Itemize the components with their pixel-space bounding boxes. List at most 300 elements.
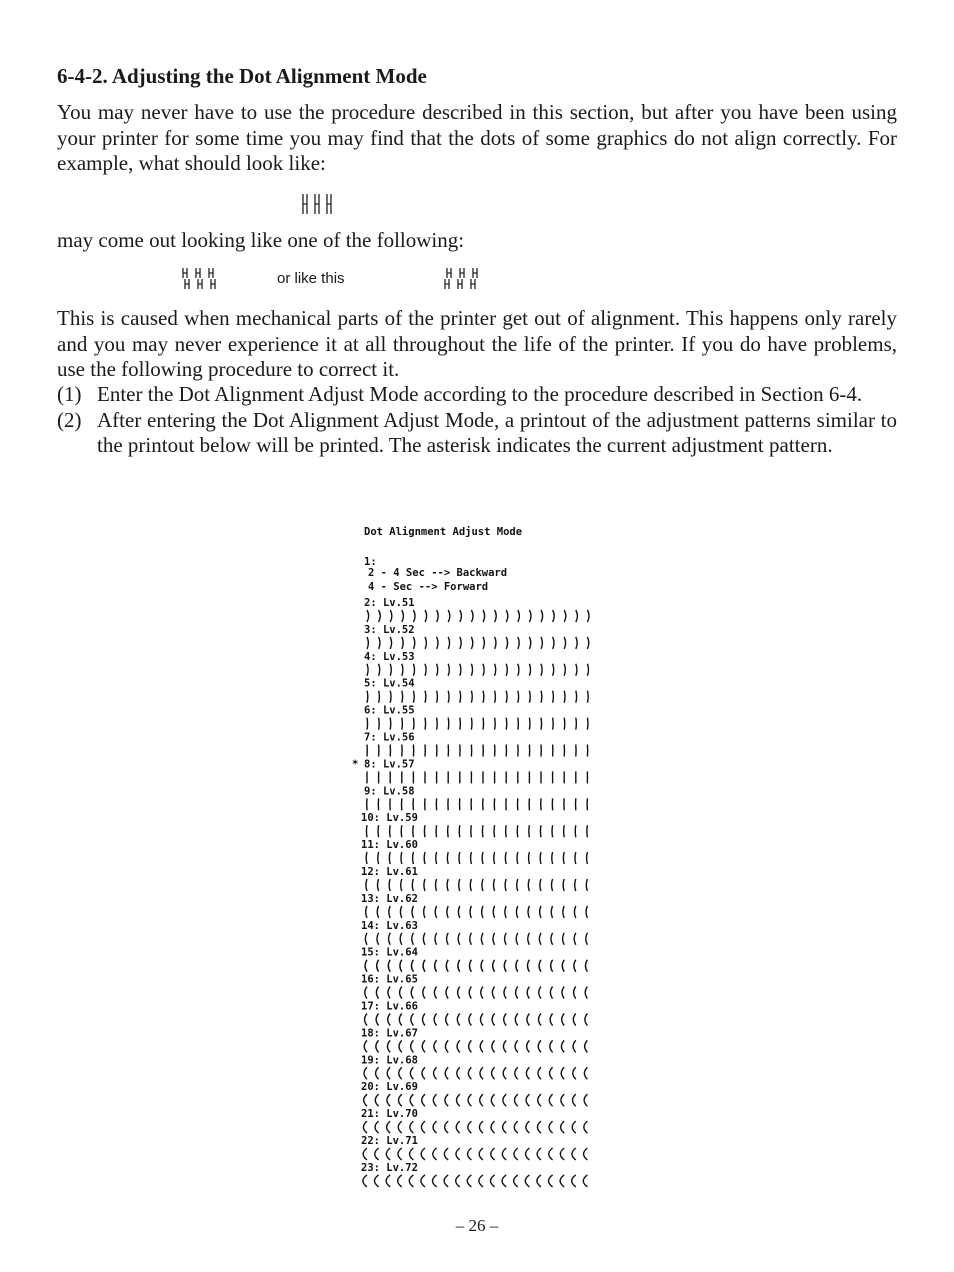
pattern-mark: [517, 825, 518, 837]
pattern-mark: [390, 664, 391, 676]
pattern-mark: [494, 852, 495, 864]
pattern-mark: [366, 906, 367, 918]
explanation-paragraph: This is caused when mechanical parts of the printer get out of alignment. This happens only rarely and you may never experience it at all throughout the life of the printer. If you do have problems, use the following procedure to correct it.: [57, 306, 897, 381]
pattern-mark: [482, 825, 483, 837]
pattern-mark: [445, 1121, 449, 1133]
pattern-mark: [399, 1014, 401, 1026]
pattern-mark: [402, 637, 403, 649]
pattern-mark: [540, 906, 541, 918]
pattern-mark: [552, 852, 553, 864]
pattern-mark: [587, 691, 588, 703]
pattern-mark: [468, 1148, 472, 1160]
pattern-mark: [459, 825, 460, 837]
pattern-mark: [505, 933, 507, 945]
pattern-mark: [435, 933, 437, 945]
pattern-mark: [564, 825, 565, 837]
pattern-mark: [516, 960, 518, 972]
pattern-mark: [586, 906, 587, 918]
pattern-mark: [402, 718, 403, 730]
printout-level-label: 16: Lv.65: [361, 973, 418, 986]
printout-level-label: 10: Lv.59: [361, 812, 418, 825]
pattern-mark: [410, 1094, 413, 1106]
pattern-mark: [436, 825, 437, 837]
alignment-pattern-row: [365, 933, 587, 945]
pattern-mark: [506, 610, 508, 622]
pattern-mark: [548, 1175, 552, 1187]
pattern-mark: [447, 933, 449, 945]
pattern-mark: [576, 637, 577, 649]
pattern-mark: [390, 610, 392, 622]
alignment-pattern-row: [364, 1067, 587, 1079]
alignment-pattern-row: [365, 960, 587, 972]
pattern-mark: [376, 987, 378, 999]
pattern-mark: [480, 1067, 483, 1079]
pattern-mark: [399, 1094, 402, 1106]
pattern-mark: [460, 637, 461, 649]
pattern-mark: [528, 879, 529, 891]
pattern-mark: [410, 1121, 414, 1133]
pattern-mark: [424, 879, 425, 891]
pattern-mark: [573, 1040, 576, 1052]
pattern-mark: [503, 1094, 506, 1106]
printout-level-label: 22: Lv.71: [361, 1135, 418, 1147]
printout-level-label: 9: Lv.58: [364, 785, 415, 798]
alignment-pattern-row: [367, 664, 589, 676]
pattern-mark: [457, 1094, 460, 1106]
pattern-mark: [515, 1040, 518, 1052]
pattern-mark: [471, 825, 472, 837]
pattern-mark: [433, 1094, 436, 1106]
pattern-mark: [574, 933, 576, 945]
pattern-mark: [492, 987, 494, 999]
pattern-mark: [400, 987, 402, 999]
pattern-mark: [483, 637, 484, 649]
pattern-mark: [413, 825, 414, 837]
pattern-mark: [529, 718, 530, 730]
pattern-mark: [575, 825, 576, 837]
pattern-mark: [436, 852, 437, 864]
pattern-mark: [411, 960, 413, 972]
pattern-mark: [574, 906, 575, 918]
pattern-mark: [561, 1094, 564, 1106]
printout-level-label: 11: Lv.60: [361, 839, 418, 852]
pattern-mark: [538, 1094, 541, 1106]
pattern-mark: [585, 960, 587, 972]
pattern-mark: [448, 825, 449, 837]
printout-level-label: 12: Lv.61: [361, 866, 418, 878]
pattern-mark: [572, 1175, 576, 1187]
step-item: [57, 382, 897, 408]
step-text: Enter the Dot Alignment Adjust Mode according to the procedure described in Section 6-4.: [97, 382, 863, 406]
pattern-mark: [448, 718, 449, 730]
pattern-mark: [587, 637, 588, 649]
pattern-mark: [538, 1040, 541, 1052]
pattern-mark: [492, 1067, 495, 1079]
alignment-pattern-row: [363, 1148, 587, 1160]
pattern-mark: [367, 718, 368, 730]
pattern-mark: [411, 1040, 414, 1052]
pattern-mark: [526, 1094, 529, 1106]
pattern-mark: [468, 1067, 471, 1079]
pattern-mark: [400, 906, 401, 918]
pattern-mark: [411, 1014, 413, 1026]
pattern-mark: [402, 610, 404, 622]
pattern-mark: [550, 1040, 553, 1052]
pattern-mark: [390, 718, 391, 730]
pattern-mark: [587, 718, 588, 730]
pattern-mark: [505, 852, 506, 864]
printout-level-label: 4: Lv.53: [364, 650, 415, 663]
pattern-mark: [389, 906, 390, 918]
pattern-mark: [377, 960, 379, 972]
pattern-mark: [447, 906, 448, 918]
pattern-mark: [444, 1175, 448, 1187]
pattern-mark: [529, 825, 530, 837]
pattern-mark: [400, 933, 402, 945]
pattern-mark: [448, 637, 449, 649]
pattern-mark: [505, 879, 506, 891]
pattern-mark: [399, 1040, 402, 1052]
pattern-mark: [586, 933, 588, 945]
pattern-mark: [434, 1067, 437, 1079]
pattern-mark: [364, 1067, 367, 1079]
pattern-mark: [527, 1040, 530, 1052]
pattern-mark: [553, 637, 554, 649]
pattern-mark: [516, 906, 517, 918]
may-come-out-text: may come out looking like one of the following:: [57, 228, 465, 252]
pattern-mark: [539, 987, 541, 999]
pattern-mark: [491, 1148, 495, 1160]
pattern-mark: [435, 960, 437, 972]
pattern-mark: [493, 933, 495, 945]
pattern-mark: [479, 1121, 483, 1133]
pattern-mark: [494, 825, 495, 837]
pattern-mark: [505, 906, 506, 918]
printout-level-label: 2: Lv.51: [364, 597, 415, 609]
pattern-mark: [506, 664, 507, 676]
pattern-mark: [377, 933, 379, 945]
page-number: – 26 –: [455, 1216, 499, 1235]
alignment-pattern-row: [365, 1014, 588, 1026]
pattern-mark: [413, 852, 414, 864]
pattern-mark: [495, 664, 496, 676]
pattern-mark: [412, 906, 413, 918]
alignment-pattern-row: [366, 852, 587, 864]
pattern-mark: [421, 1148, 425, 1160]
printout-level-label: 5: Lv.54: [364, 677, 415, 690]
pattern-mark: [424, 852, 425, 864]
pattern-mark: [506, 691, 507, 703]
pattern-mark: [572, 1148, 576, 1160]
pattern-mark: [495, 718, 496, 730]
pattern-mark: [541, 691, 542, 703]
pattern-mark: [517, 852, 518, 864]
pattern-mark: [527, 1014, 529, 1026]
pattern-mark: [514, 1175, 518, 1187]
pattern-mark: [495, 691, 496, 703]
pattern-mark: [584, 1067, 587, 1079]
pattern-mark: [412, 879, 413, 891]
pattern-mark: [445, 1040, 448, 1052]
aligned-dots-sample: [300, 192, 340, 216]
printout-level-label: 8: Lv.57: [364, 758, 415, 771]
pattern-mark: [366, 825, 367, 837]
pattern-mark: [549, 1094, 552, 1106]
misaligned-dots-sample-1: [180, 266, 224, 292]
pattern-mark: [471, 718, 472, 730]
pattern-mark: [374, 1175, 378, 1187]
pattern-mark: [491, 1094, 494, 1106]
pattern-mark: [367, 691, 368, 703]
pattern-mark: [434, 987, 436, 999]
pattern-mark: [389, 933, 391, 945]
pattern-mark: [471, 852, 472, 864]
printout-level-label: 23: Lv.72: [361, 1161, 418, 1174]
pattern-mark: [514, 1121, 518, 1133]
pattern-mark: [365, 960, 367, 972]
alignment-pattern-row: [366, 825, 587, 837]
pattern-mark: [398, 1148, 402, 1160]
printout-level-label: 7: Lv.56: [364, 731, 415, 744]
pattern-mark: [518, 664, 519, 676]
pattern-mark: [422, 1094, 425, 1106]
pattern-mark: [421, 1121, 425, 1133]
pattern-mark: [584, 1094, 587, 1106]
pattern-mark: [490, 1175, 494, 1187]
alignment-pattern-row: [367, 798, 588, 810]
pattern-mark: [445, 1067, 448, 1079]
pattern-mark: [458, 906, 459, 918]
pattern-mark: [553, 691, 554, 703]
pattern-mark: [448, 610, 450, 622]
pattern-mark: [412, 933, 414, 945]
pattern-mark: [562, 1014, 564, 1026]
pattern-mark: [389, 852, 390, 864]
pattern-mark: [389, 879, 390, 891]
pattern-mark: [413, 691, 414, 703]
pattern-mark: [413, 610, 415, 622]
pattern-mark: [526, 1067, 529, 1079]
pattern-mark: [587, 825, 588, 837]
pattern-mark: [495, 610, 497, 622]
step-item: [57, 408, 897, 459]
pattern-mark: [482, 852, 483, 864]
pattern-mark: [378, 852, 379, 864]
pattern-mark: [446, 987, 448, 999]
pattern-mark: [388, 987, 390, 999]
printout-item-1: 1:: [364, 556, 377, 568]
pattern-mark: [425, 610, 427, 622]
pattern-mark: [437, 718, 438, 730]
pattern-mark: [587, 852, 588, 864]
pattern-mark: [538, 1067, 541, 1079]
pattern-mark: [433, 1148, 437, 1160]
pattern-mark: [437, 610, 439, 622]
pattern-mark: [386, 1175, 390, 1187]
pattern-mark: [379, 718, 380, 730]
pattern-mark: [365, 987, 367, 999]
procedure-steps: [57, 382, 897, 459]
printout-level-label: 14: Lv.63: [361, 919, 418, 932]
pattern-mark: [564, 691, 565, 703]
alignment-pattern-row: [363, 1175, 588, 1187]
pattern-mark: [387, 1067, 390, 1079]
pattern-mark: [479, 1175, 483, 1187]
pattern-mark: [423, 1014, 425, 1026]
pattern-mark: [458, 960, 460, 972]
pattern-mark: [377, 906, 378, 918]
pattern-mark: [460, 664, 461, 676]
pattern-mark: [459, 852, 460, 864]
pattern-mark: [387, 1040, 390, 1052]
pattern-mark: [436, 879, 437, 891]
pattern-mark: [470, 906, 471, 918]
pattern-mark: [517, 879, 518, 891]
pattern-mark: [425, 637, 426, 649]
pattern-mark: [529, 664, 530, 676]
pattern-mark: [468, 1121, 472, 1133]
pattern-mark: [518, 691, 519, 703]
pattern-mark: [494, 879, 495, 891]
pattern-mark: [564, 718, 565, 730]
pattern-mark: [446, 960, 448, 972]
printout-level-label: 15: Lv.64: [361, 946, 418, 959]
alignment-pattern-row: [367, 637, 589, 649]
printout-level-label: 20: Lv.69: [361, 1081, 418, 1094]
pattern-mark: [410, 1148, 414, 1160]
pattern-mark: [387, 1094, 390, 1106]
pattern-mark: [518, 637, 519, 649]
pattern-mark: [518, 610, 520, 622]
pattern-mark: [573, 1014, 575, 1026]
pattern-mark: [587, 610, 589, 622]
pattern-mark: [528, 906, 529, 918]
pattern-mark: [541, 610, 543, 622]
pattern-mark: [503, 1121, 507, 1133]
pattern-mark: [434, 1040, 437, 1052]
pattern-mark: [551, 906, 552, 918]
pattern-mark: [526, 1121, 530, 1133]
pattern-mark: [471, 610, 473, 622]
alignment-pattern-row: [364, 1040, 587, 1052]
pattern-mark: [469, 987, 471, 999]
pattern-mark: [514, 1148, 518, 1160]
pattern-mark: [437, 637, 438, 649]
pattern-mark: [457, 1067, 460, 1079]
pattern-mark: [433, 1121, 437, 1133]
pattern-mark: [541, 664, 542, 676]
pattern-mark: [515, 1094, 518, 1106]
pattern-mark: [423, 987, 425, 999]
pattern-mark: [446, 1014, 448, 1026]
pattern-mark: [413, 637, 414, 649]
alignment-pattern-row: [366, 879, 588, 891]
pattern-mark: [539, 960, 541, 972]
pattern-mark: [367, 610, 369, 622]
pattern-mark: [390, 691, 391, 703]
pattern-mark: [378, 879, 379, 891]
alignment-pattern-row: [367, 771, 587, 783]
pattern-mark: [585, 1040, 588, 1052]
pattern-mark: [387, 1121, 391, 1133]
pattern-mark: [561, 1121, 565, 1133]
pattern-mark: [562, 987, 564, 999]
pattern-mark: [398, 1121, 402, 1133]
intro-paragraph: You may never have to use the procedure described in this section, but after you have been using your printer for some time you may find that the dots of some graphics do not align correctly. For example, what should look like:: [57, 100, 897, 175]
pattern-mark: [574, 987, 576, 999]
pattern-mark: [549, 1148, 553, 1160]
pattern-mark: [483, 664, 484, 676]
pattern-mark: [564, 637, 565, 649]
pattern-mark: [539, 933, 541, 945]
pattern-mark: [493, 906, 494, 918]
pattern-mark: [516, 987, 518, 999]
pattern-mark: [444, 1148, 448, 1160]
pattern-mark: [469, 1040, 472, 1052]
pattern-mark: [540, 879, 541, 891]
pattern-mark: [573, 1094, 576, 1106]
pattern-mark: [456, 1148, 460, 1160]
pattern-mark: [423, 933, 425, 945]
pattern-mark: [552, 825, 553, 837]
pattern-mark: [375, 1121, 379, 1133]
alignment-pattern-row: [367, 718, 588, 730]
pattern-mark: [425, 691, 426, 703]
pattern-mark: [576, 664, 577, 676]
pattern-mark: [388, 1014, 390, 1026]
pattern-mark: [504, 1014, 506, 1026]
pattern-mark: [421, 1175, 425, 1187]
pattern-mark: [506, 637, 507, 649]
pattern-mark: [537, 1175, 541, 1187]
pattern-mark: [409, 1175, 413, 1187]
pattern-mark: [400, 960, 402, 972]
pattern-mark: [483, 718, 484, 730]
pattern-mark: [376, 1040, 379, 1052]
pattern-mark: [515, 1067, 518, 1079]
pattern-mark: [563, 906, 564, 918]
pattern-mark: [379, 691, 380, 703]
pattern-mark: [386, 1148, 390, 1160]
pattern-mark: [529, 691, 530, 703]
pattern-mark: [367, 637, 368, 649]
alignment-pattern-row: [363, 1121, 587, 1133]
pattern-mark: [410, 1067, 413, 1079]
pattern-mark: [448, 691, 449, 703]
pattern-mark: [529, 610, 531, 622]
pattern-mark: [470, 933, 472, 945]
pattern-mark: [398, 1175, 402, 1187]
pattern-mark: [378, 825, 379, 837]
pattern-mark: [518, 718, 519, 730]
pattern-mark: [363, 1175, 367, 1187]
pattern-mark: [551, 960, 553, 972]
pattern-mark: [575, 852, 576, 864]
pattern-mark: [364, 1094, 367, 1106]
pattern-mark: [480, 1040, 483, 1052]
pattern-mark: [549, 1121, 553, 1133]
printout-level-label: 21: Lv.70: [361, 1108, 418, 1121]
printout-forward-line: 4 - Sec --> Forward: [368, 581, 489, 593]
pattern-mark: [437, 664, 438, 676]
pattern-mark: [576, 610, 578, 622]
pattern-mark: [503, 1040, 506, 1052]
printout-level-label: 19: Lv.68: [361, 1054, 418, 1067]
pattern-mark: [492, 1014, 494, 1026]
pattern-mark: [585, 987, 587, 999]
pattern-mark: [573, 1067, 576, 1079]
pattern-mark: [435, 906, 436, 918]
